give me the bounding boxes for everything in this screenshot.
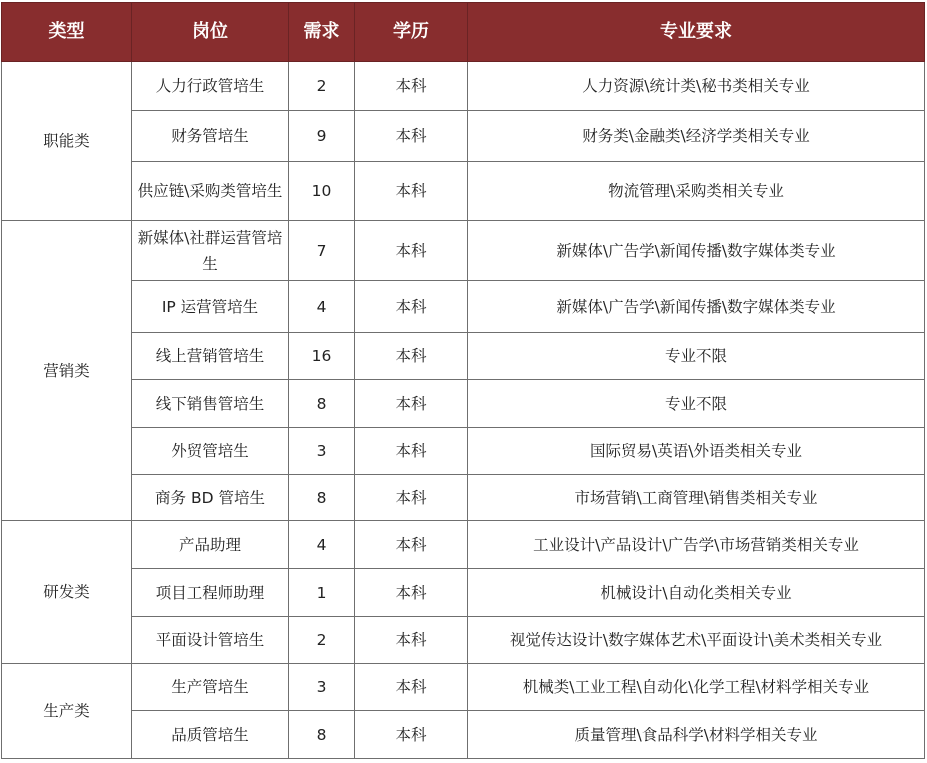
major-cell: 视觉传达设计\数字媒体艺术\平面设计\美术类相关专业 (468, 617, 925, 664)
count-cell: 2 (289, 617, 355, 664)
degree-cell: 本科 (355, 111, 468, 162)
count-cell: 1 (289, 569, 355, 617)
table-row (2, 62, 925, 111)
table-row (2, 380, 925, 428)
degree-cell: 本科 (355, 333, 468, 380)
position-cell: 产品助理 (132, 521, 289, 569)
degree-cell: 本科 (355, 162, 468, 221)
count-cell: 9 (289, 111, 355, 162)
position-cell: 供应链\采购类管培生 (132, 162, 289, 221)
table-row (2, 281, 925, 333)
count-cell: 8 (289, 711, 355, 759)
table-row (2, 617, 925, 664)
table-row (2, 111, 925, 162)
count-cell: 4 (289, 281, 355, 333)
position-cell: IP 运营管培生 (132, 281, 289, 333)
count-cell: 3 (289, 428, 355, 475)
position-cell: 人力行政管培生 (132, 62, 289, 111)
header-count: 需求 (289, 3, 355, 62)
degree-cell: 本科 (355, 221, 468, 281)
category-cell: 职能类 (2, 62, 132, 221)
count-cell: 2 (289, 62, 355, 111)
degree-cell: 本科 (355, 664, 468, 711)
table-row (2, 521, 925, 569)
category-cell: 生产类 (2, 664, 132, 759)
count-cell: 7 (289, 221, 355, 281)
count-cell: 4 (289, 521, 355, 569)
table-row (2, 428, 925, 475)
major-cell: 物流管理\采购类相关专业 (468, 162, 925, 221)
major-cell: 专业不限 (468, 333, 925, 380)
major-cell: 市场营销\工商管理\销售类相关专业 (468, 475, 925, 521)
major-cell: 人力资源\统计类\秘书类相关专业 (468, 62, 925, 111)
degree-cell: 本科 (355, 617, 468, 664)
position-cell: 新媒体\社群运营管培生 (132, 221, 289, 281)
degree-cell: 本科 (355, 380, 468, 428)
recruitment-table (1, 2, 925, 759)
count-cell: 10 (289, 162, 355, 221)
table-row (2, 475, 925, 521)
count-cell: 8 (289, 475, 355, 521)
header-degree: 学历 (355, 3, 468, 62)
header-major: 专业要求 (468, 3, 925, 62)
degree-cell: 本科 (355, 428, 468, 475)
position-cell: 财务管培生 (132, 111, 289, 162)
major-cell: 质量管理\食品科学\材料学相关专业 (468, 711, 925, 759)
major-cell: 机械类\工业工程\自动化\化学工程\材料学相关专业 (468, 664, 925, 711)
count-cell: 3 (289, 664, 355, 711)
degree-cell: 本科 (355, 62, 468, 111)
position-cell: 品质管培生 (132, 711, 289, 759)
major-cell: 工业设计\产品设计\广告学\市场营销类相关专业 (468, 521, 925, 569)
table-row (2, 711, 925, 759)
header-position: 岗位 (132, 3, 289, 62)
position-cell: 项目工程师助理 (132, 569, 289, 617)
degree-cell: 本科 (355, 521, 468, 569)
position-cell: 线上营销管培生 (132, 333, 289, 380)
major-cell: 国际贸易\英语\外语类相关专业 (468, 428, 925, 475)
degree-cell: 本科 (355, 711, 468, 759)
table-row (2, 162, 925, 221)
degree-cell: 本科 (355, 281, 468, 333)
table-row (2, 664, 925, 711)
major-cell: 专业不限 (468, 380, 925, 428)
table-row (2, 333, 925, 380)
category-cell: 营销类 (2, 221, 132, 521)
major-cell: 机械设计\自动化类相关专业 (468, 569, 925, 617)
header-row (2, 3, 925, 62)
position-cell: 商务 BD 管培生 (132, 475, 289, 521)
header-category: 类型 (2, 3, 132, 62)
table-row (2, 569, 925, 617)
count-cell: 16 (289, 333, 355, 380)
major-cell: 新媒体\广告学\新闻传播\数字媒体类专业 (468, 221, 925, 281)
major-cell: 新媒体\广告学\新闻传播\数字媒体类专业 (468, 281, 925, 333)
count-cell: 8 (289, 380, 355, 428)
position-cell: 线下销售管培生 (132, 380, 289, 428)
major-cell: 财务类\金融类\经济学类相关专业 (468, 111, 925, 162)
degree-cell: 本科 (355, 569, 468, 617)
degree-cell: 本科 (355, 475, 468, 521)
position-cell: 生产管培生 (132, 664, 289, 711)
position-cell: 平面设计管培生 (132, 617, 289, 664)
position-cell: 外贸管培生 (132, 428, 289, 475)
table-row (2, 221, 925, 281)
category-cell: 研发类 (2, 521, 132, 664)
